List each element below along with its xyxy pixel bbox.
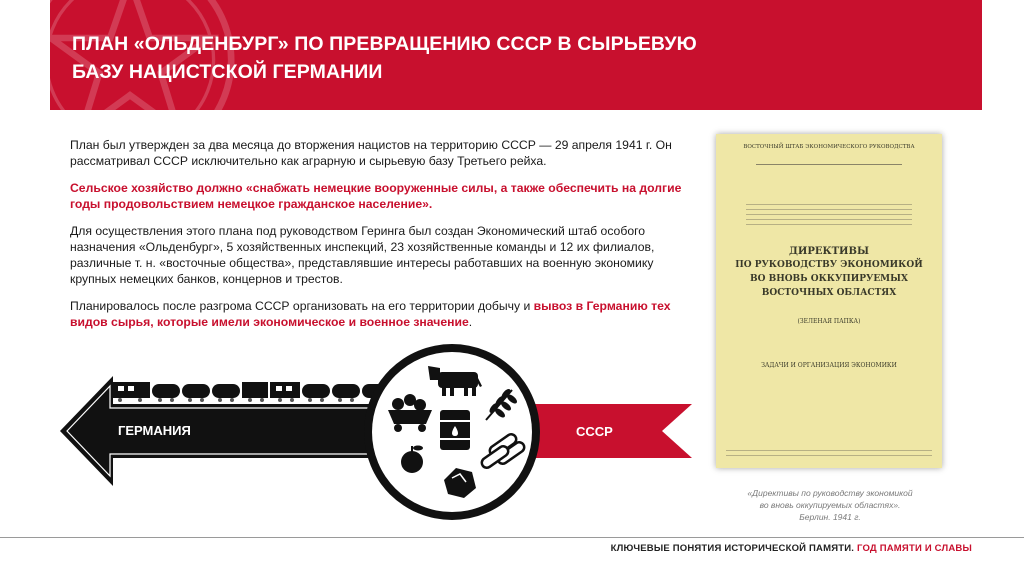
paragraph-organization: Для осуществления этого плана под руководством Геринга был создан Экономический штаб особого назначения «Ольденбург», 5 хозяйственных инспекций, 23 хозяйственные команды и 12 их филиалов, различные т. н. «восточные общества», представлявшие интересы работавших на военную экономику крупных немецких банков, концернов и трестов. bbox=[70, 224, 655, 286]
document-caption bbox=[705, 487, 955, 523]
plan-highlight: вывоз в Германию тех видов сырья, которые имели экономическое и военное значение bbox=[70, 299, 671, 329]
plan-end: . bbox=[468, 315, 473, 329]
title-line-1: ПЛАН «ОЛЬДЕНБУРГ» ПО ПРЕВРАЩЕНИЮ СССР В СЫРЬЕВУЮ bbox=[72, 33, 697, 55]
ussr-label: СССР bbox=[576, 424, 613, 439]
paragraph-intro: План был утвержден за два месяца до вторжения нацистов на территорию СССР — 29 апреля 1941 г. Он рассматривал СССР исключительно как аграрную и сырьевую базу Третьего рейха. bbox=[70, 138, 672, 168]
footer-accent: ГОД ПАМЯТИ И СЛАВЫ bbox=[856, 543, 972, 554]
footer-divider bbox=[0, 537, 1024, 538]
caption-line-2: во вновь оккупируемых областях». bbox=[759, 500, 901, 510]
doc-header-line: ВОСТОЧНЫЙ ШТАБ ЭКОНОМИЧЕСКОГО РУКОВОДСТВА bbox=[743, 144, 915, 150]
doc-title-3: ВО ВНОВЬ ОККУПИРУЕМЫХ bbox=[750, 274, 908, 284]
germany-label: ГЕРМАНИЯ bbox=[118, 423, 191, 438]
doc-title-1: ДИРЕКТИВЫ bbox=[789, 246, 869, 257]
train-icon bbox=[112, 382, 386, 402]
footer-text: КЛЮЧЕВЫЕ ПОНЯТИЯ ИСТОРИЧЕСКОЙ ПАМЯТИ. bbox=[610, 543, 855, 554]
paragraph-quote: Сельское хозяйство должно «снабжать немецкие вооруженные силы, а также обеспечить на долгие годы продовольствием немецкое гражданское население». bbox=[70, 181, 682, 211]
title-line-2: БАЗУ НАЦИСТСКОЙ ГЕРМАНИИ bbox=[72, 61, 383, 83]
caption-line-3: Берлин. 1941 г. bbox=[799, 512, 861, 522]
caption-line-1: «Директивы по руководству экономикой bbox=[747, 488, 913, 498]
doc-subtitle: (ЗЕЛЕНАЯ ПАПКА) bbox=[797, 318, 861, 325]
directive-document-image bbox=[716, 134, 942, 468]
oil-barrel-icon bbox=[440, 410, 470, 450]
doc-title-2: ПО РУКОВОДСТВУ ЭКОНОМИКОЙ bbox=[735, 260, 923, 270]
doc-section: ЗАДАЧИ И ОРГАНИЗАЦИЯ ЭКОНОМИКИ bbox=[761, 362, 897, 369]
plan-text: Планировалось после разгрома СССР организовать на его территории добычу и bbox=[70, 299, 534, 313]
doc-title-4: ВОСТОЧНЫХ ОБЛАСТЯХ bbox=[761, 288, 897, 298]
footer bbox=[611, 543, 972, 554]
